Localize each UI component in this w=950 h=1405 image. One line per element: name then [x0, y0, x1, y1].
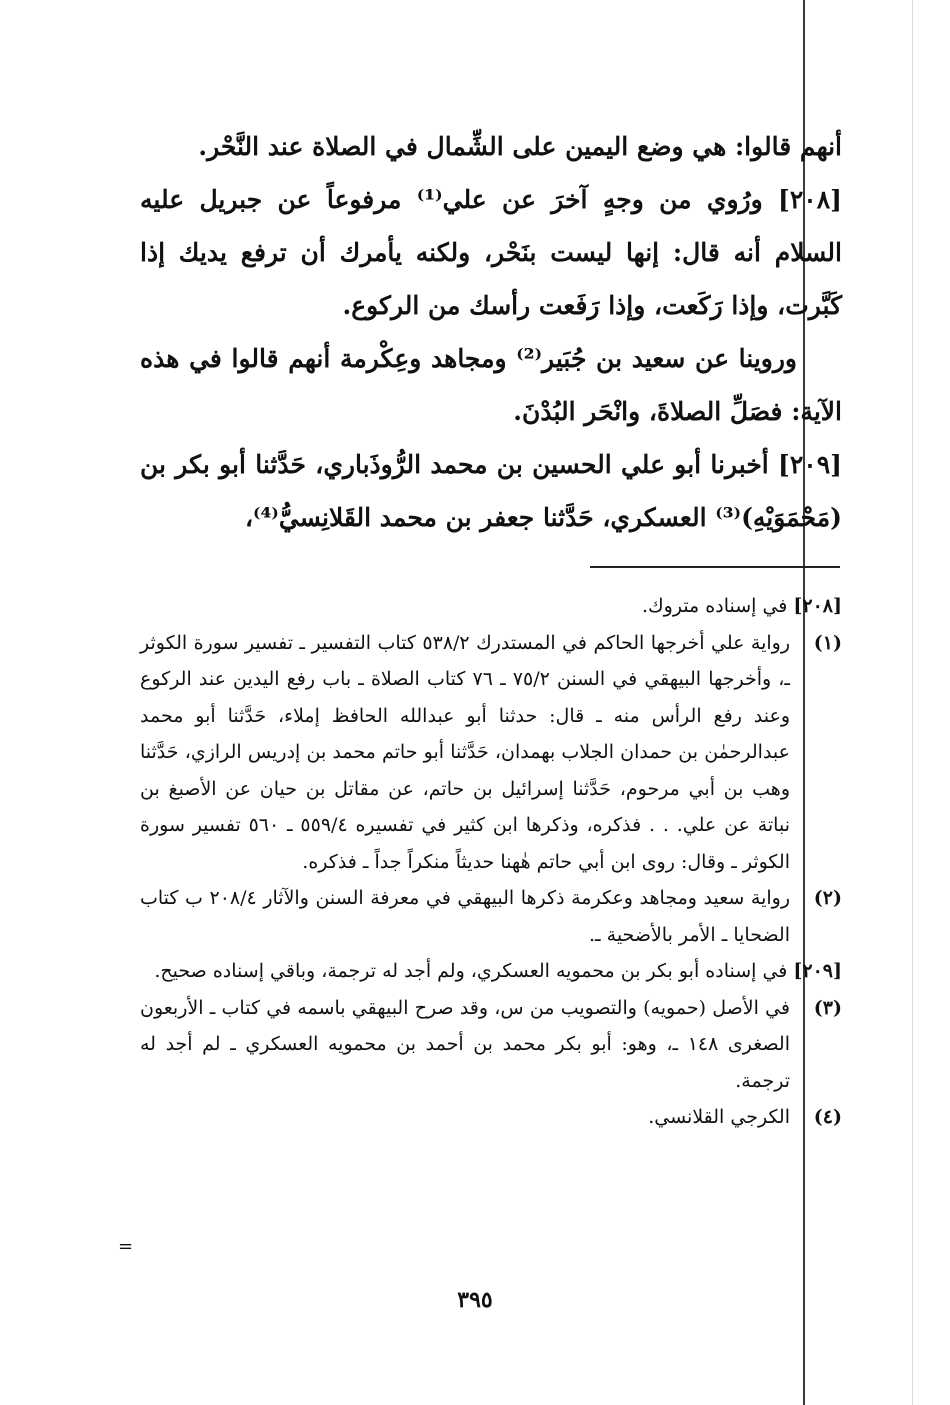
main-text — [140, 120, 842, 544]
margin-mark: = — [118, 1236, 134, 1257]
footnotes — [140, 588, 842, 1136]
footnote-text: في الأصل (حمويه) والتصويب من س، وقد صرح البيهقي باسمه في كتاب ـ الأربعون الصغرى ١٤٨ ـ، وهو: أبو بكر محمد بن أحمد بن محمويه العسكري ـ لم أجد له ترجمة. — [140, 996, 790, 1092]
footnote-mark: (٢) — [813, 887, 842, 909]
page-number: ٣٩٥ — [457, 1287, 493, 1313]
footnote-text: رواية علي أخرجها الحاكم في المستدرك ٥٣٨/٢ كتاب التفسير ـ تفسير سورة الكوثر ـ، وأخرجها البيهقي في السنن ٧٥/٢ ـ ٧٦ كتاب الصلاة ـ باب رفع اليدين عند الركوع وعند رفع الرأس منه ـ قال: حدثنا أبو عبدالله الحافظ إملاء، حَدَّثنا أبو محمد عبدالرحمٰن بن حمدان الجلاب بهمدان، حَدَّثنا أبو حاتم محمد بن إدريس الرازي، حَدَّثنا وهب بن أبي مرحوم، حَدَّثنا إسرائيل بن حاتم، عن مقاتل بن حيان عن الأصبغ بن نباتة عن علي. . . فذكره، وذكرها ابن كثير في تفسيره ٥٥٩/٤ ـ ٥٦٠ تفسير سورة الكوثر ـ وقال: روى ابن أبي حاتم هٰهنا حديثاً منكراً جداً ـ فذكره. — [140, 631, 790, 873]
footnote-text: في إسناده أبو بكر بن محمويه العسكري، ولم أجد له ترجمة، وباقي إسناده صحيح. — [154, 960, 788, 982]
footnote-3 — [140, 990, 842, 1100]
footnote-209 — [140, 953, 842, 990]
paragraph-208: [٢٠٨] ورُوي من وجهٍ آخرَ عن علي⁽¹⁾ مرفوعاً عن جبريل عليه السلام أنه قال: إنها ليست بنَحْر، ولكنه يأمرك أن ترفع يديك إذا كَبَّرت، وإذا رَكَعت، وإذا رَفَعت رأسك من الركوع. — [140, 185, 843, 320]
footnote-text: في إسناده متروك. — [641, 595, 788, 617]
footnote-divider — [590, 566, 840, 568]
footnote-1 — [140, 625, 842, 881]
page-edge-line — [912, 0, 913, 1405]
paragraph-209: [٢٠٩] أخبرنا أبو علي الحسين بن محمد الرُّوذَباري، حَدَّثنا أبو بكر بن (مَحْمَوَيْهِ)⁽³⁾ العسكري، حَدَّثنا جعفر بن محمد القَلانِسيُّ⁽⁴⁾، — [140, 450, 842, 532]
footnote-4 — [140, 1099, 842, 1136]
footnote-text: الكرجي القلانسي. — [648, 1106, 790, 1128]
text-line-1: أنهم قالوا: هي وضع اليمين على الشِّمال في الصلاة عند النَّحْر. — [198, 132, 842, 161]
footnote-text: رواية سعيد ومجاهد وعكرمة ذكرها البيهقي في معرفة السنن والآثار ٢٠٨/٤ ب كتاب الضحايا ـ الأمر بالأضحية ـ. — [140, 887, 791, 946]
footnote-mark: [٢٠٩] — [793, 960, 842, 982]
footnote-mark: (١) — [813, 631, 842, 654]
footnote-mark: (٤) — [813, 1106, 842, 1128]
footnote-208 — [140, 588, 842, 625]
paragraph-narration: وروينا عن سعيد بن جُبَير⁽²⁾ ومجاهد وعِكْرمة أنهم قالوا في هذه الآية: فصَلِّ الصلاةَ، وانْحَر البُدْنَ. — [140, 344, 842, 426]
footnote-2 — [140, 880, 842, 953]
footnote-mark: [٢٠٨] — [793, 595, 842, 617]
footnote-mark: (٣) — [813, 996, 842, 1019]
